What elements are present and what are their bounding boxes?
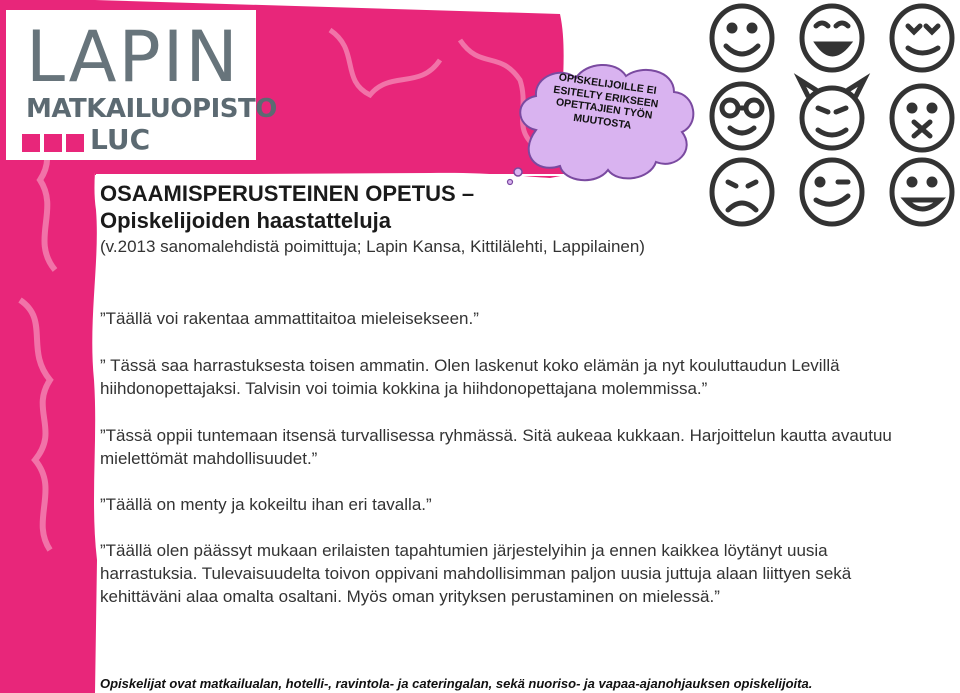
cloud-note-text: OPISKELIJOILLE EI ESITELTY ERIKSEEN OPETTAJIEN TYÖN MUUTOSTA [552, 71, 660, 132]
source-note: (v.2013 sanomalehdistä poimittuja; Lapin Kansa, Kittilälehti, Lappilainen) [100, 237, 645, 256]
smiley-face-icon [712, 6, 772, 70]
emotion-faces-illustration [704, 0, 960, 228]
logo-lapin-text: LAPIN [26, 16, 240, 98]
quote-1: ”Täällä voi rakentaa ammattitaitoa mieleisekseen.” [100, 309, 479, 328]
page-title [100, 180, 474, 234]
lapin-matkailuopisto-logo [22, 16, 277, 160]
logo-matkailuopisto-text: MATKAILUOPISTO [26, 94, 277, 124]
crossed-face-icon [892, 86, 952, 150]
heart-eyes-face-icon [892, 6, 952, 70]
devil-face-icon [800, 80, 864, 148]
logo-squares-icon [22, 128, 86, 158]
laughing-face-icon [802, 6, 862, 70]
logo-luc-text: LUC [90, 123, 151, 156]
title-line-2: Opiskelijoiden haastatteluja [100, 208, 391, 233]
title-line-1: OSAAMISPERUSTEINEN OPETUS – [100, 181, 475, 206]
grinning-face-icon [892, 160, 952, 224]
quote-5: ”Täällä olen päässyt mukaan erilaisten tapahtumien järjestelyihin ja ennen kaikkea löytänyt uusia harrastuksia. Tulevaisuudelta toivon oppivani mahdollisimman paljon uusia juttuja alaan liittyen sekä kehittäväni alaa omalta osaltani. Myös oman yrityksen perustaminen on mielessä.” [100, 541, 852, 606]
winking-face-icon [802, 160, 862, 224]
quote-2: ” Tässä saa harrastuksesta toisen ammatin. Olen laskenut koko elämän ja nyt kouluttaudun Levillä hiihdonopettajaksi. Talvisin voi toimia kokkina ja hiihdonopettajana molemmissa.” [100, 356, 840, 398]
quote-3: ”Tässä oppii tuntemaan itsensä turvallisessa ryhmässä. Sitä aukeaa kukkaan. Harjoittelun kautta avautuu mielettömät mahdollisuudet.” [100, 426, 892, 468]
glasses-face-icon [712, 84, 772, 148]
footer-note: Opiskelijat ovat matkailualan, hotelli-, ravintola- ja cateringalan, sekä nuoriso- ja vapaa-ajanohjauksen opiskelijoita. [100, 676, 813, 691]
quote-4: ”Täällä on menty ja kokeiltu ihan eri tavalla.” [100, 495, 432, 514]
sad-face-icon [712, 160, 772, 224]
